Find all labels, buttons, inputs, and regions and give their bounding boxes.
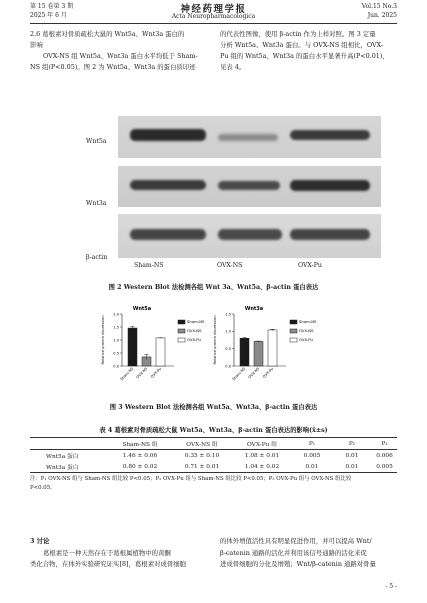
blot-band xyxy=(290,180,370,191)
y-axis-label: Relative protein expression xyxy=(101,315,105,365)
legend-label: Sham-NS xyxy=(187,319,205,324)
legend-swatch xyxy=(290,338,297,342)
header-volume-en: Vol.15 No.3 xyxy=(361,3,397,10)
blot-lane-label: OVX-Pu xyxy=(298,262,322,269)
table-cell: Wnt5a 蛋白 xyxy=(46,454,79,460)
table-header-cell: P₂ xyxy=(348,440,356,447)
figure-2-caption: 图 2 Western Blot 法检测各组 Wnt 3a、Wnt5a、β-actin 蛋白表达 xyxy=(108,284,319,291)
journal-title-cn: 神经药理学报 xyxy=(180,4,247,15)
legend-swatch xyxy=(178,329,185,333)
results-table xyxy=(30,438,397,472)
bar xyxy=(240,338,249,366)
x-tick-label: Sham-NS xyxy=(231,366,247,382)
right-text-line: 分析 Wnt5a、Wnt3a 蛋白。与 OVX-NS 组相比，OVX- xyxy=(220,41,384,49)
left-text-line: OVX-NS 组 Wnt5a、Wnt3a 蛋白水平均低于 Sham- xyxy=(43,52,198,60)
bar xyxy=(268,330,277,366)
table-cell: 0.005 xyxy=(303,452,321,459)
blot-band xyxy=(130,229,206,240)
table-cell: 0.005 xyxy=(376,463,393,470)
table-row xyxy=(30,450,397,462)
header-rule xyxy=(30,23,397,24)
y-tick-label: 0.5 xyxy=(113,351,119,356)
discussion-right-line: 进成骨细胞的分化及增殖；Wnt/β-catenin 通路对骨量 xyxy=(220,560,376,568)
y-tick-label: 2.0 xyxy=(113,312,119,317)
right-text-line: 的代表性图像，使用 β-actin 作为上样对照。图 3 定量 xyxy=(220,30,376,38)
bar xyxy=(128,328,137,366)
table-note: 注：P₁ OVX-NS 组与 Sham-NS 组比较 P<0.05；P₂ OVX-Pu 组与 Sham-NS 组比较 P<0.05；P₃ OVX-Pu 组与 OVX-NS 组比较 xyxy=(30,476,352,482)
x-tick-label: Sham-NS xyxy=(119,366,135,382)
legend-swatch xyxy=(290,329,297,333)
table-cell: 0.006 xyxy=(376,452,393,459)
blot-row-label: β-actin xyxy=(86,254,108,261)
table-header-row xyxy=(30,438,397,450)
table-cell: 0.01 xyxy=(305,463,319,470)
blot-band xyxy=(218,134,278,141)
y-tick-label: 0.0 xyxy=(113,364,119,369)
blot-band xyxy=(130,180,206,190)
left-text-line: 影响 xyxy=(30,41,43,49)
blot-band xyxy=(290,229,370,240)
table-cell: 1.08 ± 0.01 xyxy=(244,452,280,459)
header-date-en: Jun. 2025 xyxy=(367,12,397,19)
blot-band xyxy=(130,129,206,141)
table-cell: 0.35 ± 0.10 xyxy=(184,452,220,459)
chart-title: Wnt5a xyxy=(132,306,152,312)
discussion-left-line: 葛根素是一种天然存在于葛根属植物中的黄酮 xyxy=(43,549,171,557)
page-number: - 5 - xyxy=(385,583,397,590)
blot-band xyxy=(218,181,280,190)
legend-swatch xyxy=(178,338,185,342)
blot-band xyxy=(290,130,370,140)
y-tick-label: 1.0 xyxy=(113,338,119,343)
x-tick-label: OVX-NS xyxy=(135,366,149,380)
bar xyxy=(254,341,263,366)
table-bottom-rule xyxy=(30,472,397,473)
discussion-right-line: β-catenin 通路的活化并利用该信号通路的活化来促 xyxy=(220,549,367,557)
table-cell: 1.46 ± 0.06 xyxy=(122,452,158,459)
discussion-heading: 3 讨论 xyxy=(30,537,50,545)
table-header-cell: P₁ xyxy=(308,440,316,447)
blot-row-label: Wnt3a xyxy=(86,200,107,207)
legend-label: OVX-Pu xyxy=(299,337,313,342)
legend-label: Sham-NS xyxy=(299,319,317,324)
header-date-cn: 2025 年 6 月 xyxy=(30,12,67,19)
discussion-left-line: 类化合物，在体外实验研究证实[8]，葛根素对成骨细胞 xyxy=(30,560,187,568)
chart-wnt5a xyxy=(100,300,210,395)
x-tick-label: OVX-NS xyxy=(247,366,261,380)
table-header-cell xyxy=(30,438,108,450)
y-tick-label: 1.5 xyxy=(225,312,231,317)
table-header-cell: OVX-NS 组 xyxy=(186,442,218,448)
table-cell: 0.01 xyxy=(345,452,359,459)
legend-label: OVX-NS xyxy=(299,328,314,333)
table-row xyxy=(30,461,397,472)
discussion-right-line: 的体外增值活性具有明显促进作用，并可以提高 Wnt/ xyxy=(220,537,372,545)
blot-panel-wnt5a xyxy=(118,116,381,158)
section-heading: 2.6 葛根素对骨质疏松大鼠的 Wnt5a、Wnt3a 蛋白的 xyxy=(30,30,185,38)
blot-lane-label: OVX-NS xyxy=(217,262,243,269)
table-4-caption: 表 4 葛根素对骨质疏松大鼠 Wnt5a、Wnt3a、β-actin 蛋白表达的影响(x̄±s) xyxy=(99,427,328,434)
header-volume-cn: 第 15 卷第 3 期 xyxy=(30,3,74,10)
table-cell: Wnt3a 蛋白 xyxy=(46,465,79,471)
chart-title: Wnt3a xyxy=(244,306,264,312)
bar xyxy=(156,338,165,366)
legend-swatch xyxy=(290,320,297,324)
table-cell: 0.80 ± 0.02 xyxy=(122,463,158,470)
y-tick-label: 0.5 xyxy=(225,346,231,351)
legend-label: OVX-NS xyxy=(187,328,202,333)
table-header-cell: Sham-NS 组 xyxy=(122,442,158,448)
y-tick-label: 1.5 xyxy=(113,325,119,330)
table-cell: 0.71 ± 0.01 xyxy=(184,463,220,470)
blot-band xyxy=(218,229,282,240)
y-axis-label: Relative protein expression xyxy=(213,315,217,365)
table-note: P<0.05。 xyxy=(30,485,56,491)
x-tick-label: OVX-Pu xyxy=(150,366,163,380)
right-text-line: Pu 组的 Wnt5a、Wnt3a 的蛋白水平显著升高(P<0.01)， xyxy=(220,52,389,60)
journal-title-en: Acta Neuropharmacologica xyxy=(171,13,256,20)
blot-row-label: Wnt5a xyxy=(86,138,107,145)
left-text-line: NS 组(P<0.05)。图 2 为 Wnt5a、Wnt3a 的蛋白质印迹 xyxy=(30,63,196,71)
right-text-line: 见表 4。 xyxy=(220,63,246,71)
chart-wnt3a xyxy=(212,300,330,395)
figure-3-caption: 图 3 Western Blot 法检测各组 Wnt5a、Wnt3a、β-actin 蛋白表达 xyxy=(109,404,318,411)
blot-panel-wnt3a xyxy=(118,166,381,207)
legend-label: OVX-Pu xyxy=(187,337,201,342)
x-tick-label: OVX-Pu xyxy=(262,366,275,380)
table-header-cell: OVX-Pu 组 xyxy=(247,442,277,448)
y-tick-label: 0.0 xyxy=(225,364,231,369)
legend-swatch xyxy=(178,320,185,324)
blot-panel-beta-actin xyxy=(118,214,381,258)
table-cell: 1.04 ± 0.02 xyxy=(244,463,280,470)
y-tick-label: 1.0 xyxy=(225,329,231,334)
table-header-cell: P₃ xyxy=(381,440,388,447)
table-cell: 0.01 xyxy=(345,463,359,470)
blot-lane-label: Sham-NS xyxy=(134,262,164,269)
